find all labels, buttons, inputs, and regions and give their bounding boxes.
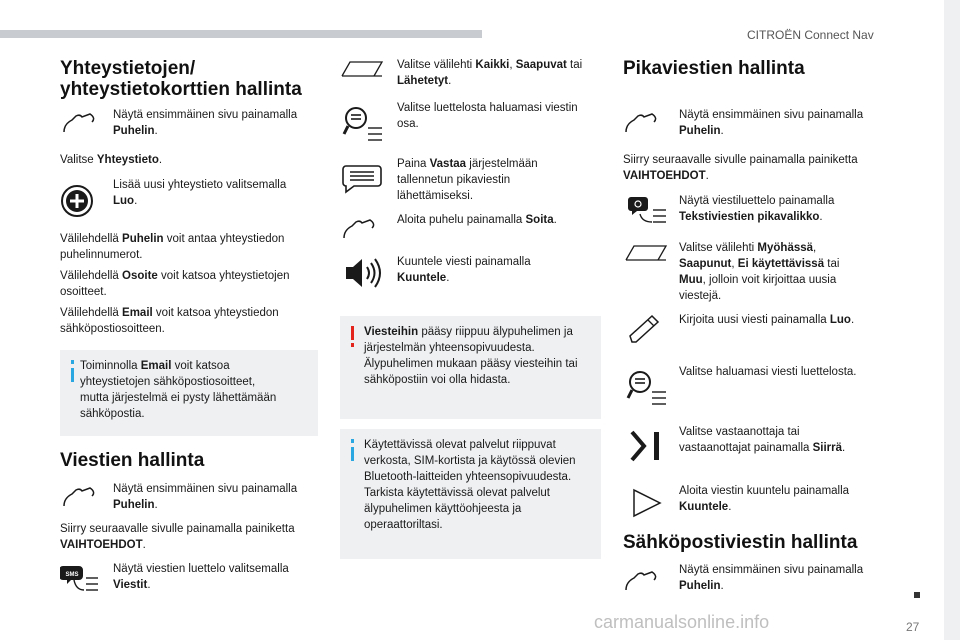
phone-handset-icon	[62, 112, 98, 134]
add-circle-icon	[60, 184, 94, 218]
sms-list-icon	[60, 564, 100, 596]
quick-step-7: Valitse vastaanottaja tai vastaanottajat painamalla Siirrä.	[679, 426, 846, 454]
section-title-quick-messages: Pikaviestien hallinta	[623, 58, 805, 79]
messages-step-3: Näytä viestien luettelo valitsemalla Viestit.	[113, 563, 289, 591]
messages-step-5: Valitse luettelosta haluamasi viestin osa.	[397, 102, 578, 130]
contacts-step-1: Näytä ensimmäinen sivu painamalla Puhelin.	[113, 109, 298, 137]
section-title-contacts: Yhteystietojen/ yhteystietokorttien hallinta	[60, 58, 302, 100]
page-marker	[914, 592, 920, 598]
email-step-1: Näytä ensimmäinen sivu painamalla Puhelin.	[679, 564, 864, 592]
contacts-step-2: Valitse Yhteystieto.	[60, 154, 163, 166]
tab-bar-icon	[340, 60, 384, 78]
messages-step-2: Siirry seuraavalle sivulle painamalla painiketta VAIHTOEHDOT.	[60, 523, 295, 551]
warning-box-compat: Viesteihin pääsy riippuu älypuhelimen ja järjestelmän yhteensopivuudesta. Älypuhelimen mukaan pääsy viesteihin tai sähköpostiin voi olla hidasta.	[340, 316, 601, 419]
phone-handset-icon	[624, 570, 660, 592]
info-box-services: Käytettävissä olevat palvelut riippuvat verkosta, SIM-kortista ja käytössä olevien Bluetooth-laitteiden yhteensopivuudesta. Tarkista käytettävissä olevat palvelut älypuhelimen käyttöohjeesta ja operaattoriltasi.	[340, 429, 601, 559]
quick-step-3: Näytä viestiluettelo painamalla Tekstiviestien pikavalikko.	[679, 195, 835, 223]
tab-bar-icon	[624, 244, 668, 262]
info-box-email: Toiminnolla Email voit katsoa yhteystietojen sähköpostiosoitteet, mutta järjestelmä ei pysty lähettämään sähköpostia.	[60, 350, 318, 436]
contacts-email-tab: Välilehdellä Email voit katsoa yhteystiedon sähköpostiosoitteen.	[60, 307, 279, 335]
info-icon	[350, 439, 355, 461]
search-list-icon	[626, 368, 668, 410]
message-bubble-icon	[342, 164, 382, 194]
search-list-icon	[342, 104, 384, 146]
quick-step-1: Näytä ensimmäinen sivu painamalla Puhelin.	[679, 109, 864, 137]
quick-step-4: Valitse välilehti Myöhässä, Saapunut, Ei käytettävissä tai Muu, jolloin voit kirjoittaa uusia viestejä.	[679, 242, 840, 302]
phone-handset-icon	[624, 112, 660, 134]
messages-step-4: Valitse välilehti Kaikki, Saapuvat tai Lähetetyt.	[397, 59, 583, 87]
edge-bar	[944, 0, 960, 640]
header-title: CITROËN Connect Nav	[747, 28, 874, 42]
page-number: 27	[906, 620, 920, 634]
pencil-icon	[628, 314, 662, 344]
forward-arrow-icon	[630, 430, 664, 462]
phone-handset-icon	[342, 218, 378, 240]
messages-step-7: Aloita puhelu painamalla Soita.	[397, 214, 557, 226]
contacts-step-3: Lisää uusi yhteystieto valitsemalla Luo.	[113, 179, 287, 207]
contacts-phone-tab: Välilehdellä Puhelin voit antaa yhteystiedon puhelinnumerot.	[60, 233, 285, 261]
section-title-email: Sähköpostiviestin hallinta	[623, 532, 858, 553]
quick-step-8: Aloita viestin kuuntelu painamalla Kuuntele.	[679, 485, 850, 513]
top-progress-bar	[0, 30, 482, 38]
info-icon	[70, 360, 75, 382]
svg-text:SMS: SMS	[65, 572, 79, 578]
contacts-address-tab: Välilehdellä Osoite voit katsoa yhteystietojen osoitteet.	[60, 270, 290, 298]
watermark: carmanualsonline.info	[594, 612, 770, 632]
speaker-icon	[344, 257, 384, 289]
quick-step-5: Kirjoita uusi viesti painamalla Luo.	[679, 314, 855, 326]
quick-step-2: Siirry seuraavalle sivulle painamalla painiketta VAIHTOEHDOT.	[623, 154, 858, 182]
quick-step-6: Valitse haluamasi viesti luettelosta.	[679, 366, 857, 378]
section-title-messages: Viestien hallinta	[60, 450, 205, 471]
messages-step-1: Näytä ensimmäinen sivu painamalla Puhelin.	[113, 483, 298, 511]
messages-step-8: Kuuntele viesti painamalla Kuuntele.	[397, 256, 531, 284]
messages-step-6: Paina Vastaa järjestelmään tallennetun pikaviestin lähettämiseksi.	[397, 158, 538, 202]
phone-handset-icon	[62, 486, 98, 508]
quick-message-list-icon	[626, 196, 668, 226]
play-icon	[632, 488, 662, 518]
warning-icon	[350, 326, 355, 348]
